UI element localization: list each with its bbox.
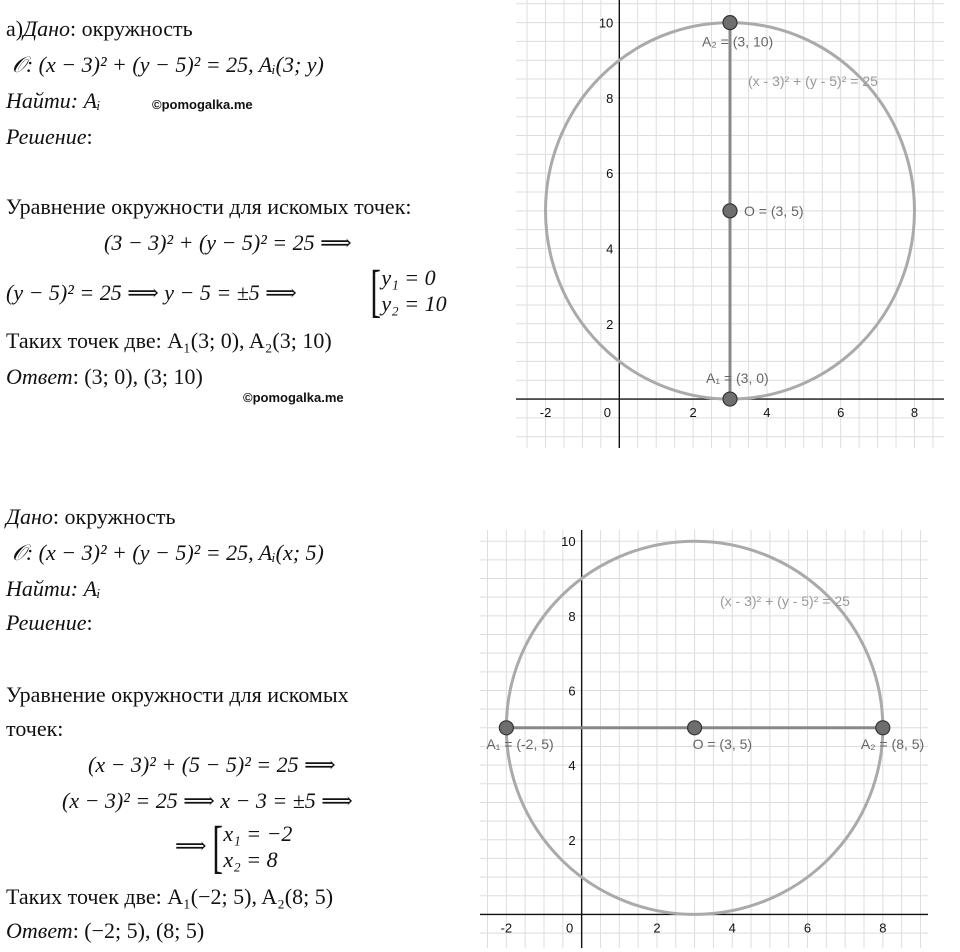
solution-line	[6, 612, 93, 634]
points-line: Таких точек две: A₁(3; 0), A₂(3; 10)	[6, 328, 332, 353]
x-tick-label: 6	[803, 920, 812, 936]
y-tick-label: 10	[598, 15, 614, 31]
data-point	[876, 721, 890, 735]
answer-line	[6, 920, 204, 942]
x-tick-label: 8	[879, 920, 887, 936]
find-line	[6, 90, 101, 112]
y-tick-label: 4	[568, 758, 576, 774]
find-rest: : Aᵢ	[70, 88, 101, 113]
system-row-2: y₂ = 10	[381, 291, 447, 316]
answer-line	[6, 366, 203, 388]
data-point	[499, 721, 513, 735]
y-tick-label: 2	[606, 316, 614, 332]
x-tick-label: -2	[500, 920, 513, 936]
data-point	[723, 204, 737, 218]
equation-label: (x - 3)² + (y - 5)² = 25	[748, 73, 878, 89]
point-label: O = (3, 5)	[744, 202, 804, 219]
x-tick-label: 4	[763, 405, 771, 421]
x-tick-label: 0	[566, 920, 574, 936]
circle-equation: 𝒪: (x − 3)² + (y − 5)² = 25, Aᵢ(x; 5)	[12, 540, 324, 565]
system-row-1: x₁ = −2	[223, 821, 293, 846]
point-label: A₂ = (8, 5)	[860, 735, 925, 752]
given-line	[6, 506, 176, 528]
y-tick-label: 10	[561, 534, 576, 550]
y-tick-label: 8	[568, 608, 576, 624]
find-word: Найти	[6, 576, 71, 601]
graph-part-b	[480, 530, 928, 948]
data-point	[723, 16, 737, 30]
system-row-2: x₂ = 8	[223, 847, 278, 872]
system-bracket: [	[370, 258, 381, 323]
given-rest: : окружность	[52, 504, 176, 529]
x-tick-label: 8	[910, 405, 919, 421]
system-bracket: [	[212, 814, 223, 879]
data-point	[688, 721, 702, 735]
solution-system	[208, 814, 293, 879]
solution-rest: :	[86, 124, 93, 149]
given-word: Дано	[23, 16, 71, 41]
equation-intro-cont: точек:	[6, 716, 64, 741]
points-line: Таких точек две: A₁(−2; 5), A₂(8; 5)	[6, 884, 334, 909]
y-tick-label: 2	[568, 832, 576, 848]
point-label: A₁ = (3, 0)	[706, 370, 769, 387]
find-word: Найти	[6, 88, 71, 113]
point-label: A₂ = (3, 10)	[702, 33, 774, 50]
circle-equation: 𝒪: (x − 3)² + (y − 5)² = 25, Aᵢ(3; y)	[12, 52, 324, 77]
x-tick-label: 6	[837, 405, 845, 421]
graph-part-a	[516, 0, 944, 448]
given-word: Дано	[6, 504, 53, 529]
equation-step-3: ⟹	[175, 833, 207, 858]
system-row-1: y₁ = 0	[381, 265, 436, 290]
find-rest: : Aᵢ	[70, 576, 101, 601]
y-tick-label: 8	[606, 90, 614, 106]
watermark: ©pomogalka.me	[152, 97, 253, 112]
equation-intro: Уравнение окружности для искомых	[6, 682, 349, 707]
x-tick-label: 4	[728, 920, 736, 936]
answer-rest: : (−2; 5), (8; 5)	[72, 918, 205, 943]
solution-system	[366, 258, 447, 323]
solution-word: Решение	[6, 124, 87, 149]
point-label: A₁ = (-2, 5)	[486, 735, 554, 752]
point-label: O = (3, 5)	[692, 735, 753, 752]
x-tick-label: 2	[689, 405, 697, 421]
equation-step-1: (x − 3)² + (5 − 5)² = 25 ⟹	[88, 752, 336, 777]
x-tick-label: 0	[603, 405, 611, 421]
watermark: ©pomogalka.me	[243, 390, 344, 405]
y-tick-label: 4	[606, 241, 614, 257]
x-tick-label: 2	[653, 920, 661, 936]
x-tick-label: -2	[539, 405, 552, 421]
find-line	[6, 578, 101, 600]
y-tick-label: 6	[606, 166, 614, 182]
answer-rest: : (3; 0), (3; 10)	[72, 364, 203, 389]
solution-line	[6, 126, 93, 148]
solution-word: Решение	[6, 610, 87, 635]
given-line	[6, 18, 193, 40]
equation-intro: Уравнение окружности для искомых точек:	[6, 194, 412, 219]
solution-rest: :	[86, 610, 93, 635]
data-point	[723, 392, 737, 406]
part-label: а)	[6, 16, 24, 41]
answer-word: Ответ	[6, 918, 73, 943]
equation-step-2: (y − 5)² = 25 ⟹ y − 5 = ±5 ⟹	[6, 280, 297, 305]
answer-word: Ответ	[6, 364, 73, 389]
y-tick-label: 6	[568, 683, 576, 699]
equation-step-2: (x − 3)² = 25 ⟹ x − 3 = ±5 ⟹	[62, 788, 353, 813]
given-rest: : окружность	[70, 16, 193, 41]
equation-step-1: (3 − 3)² + (y − 5)² = 25 ⟹	[104, 230, 352, 255]
equation-label: (x - 3)² + (y - 5)² = 25	[720, 593, 850, 609]
